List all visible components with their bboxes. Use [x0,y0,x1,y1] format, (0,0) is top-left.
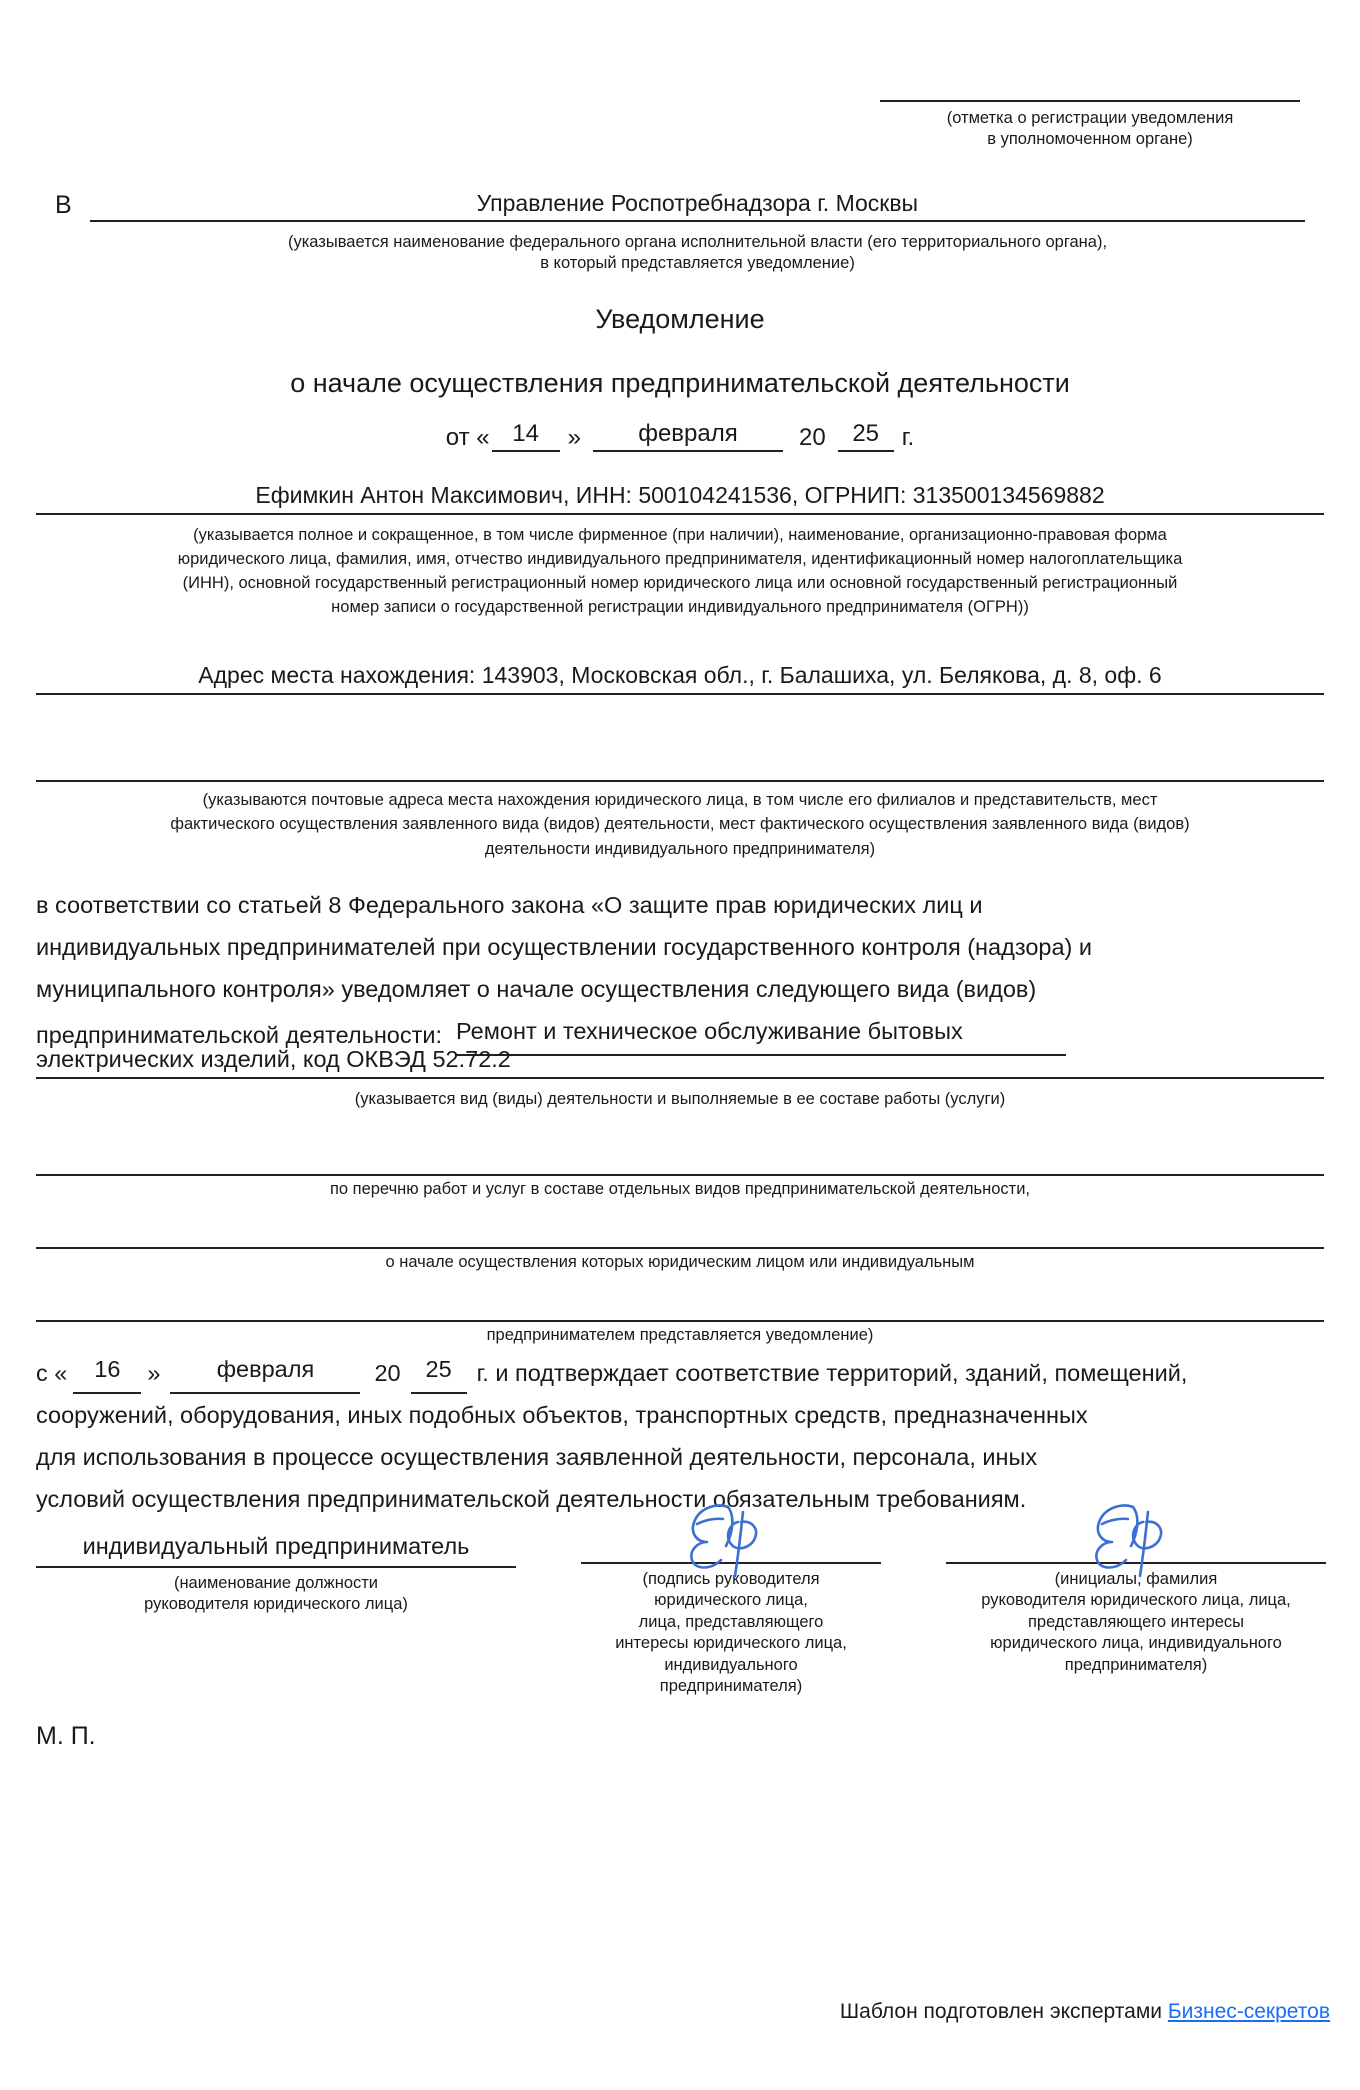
address-field[interactable]: Адрес места нахождения: 143903, Московская обл., г. Балашиха, ул. Белякова, д. 8, оф. 6 [36,662,1324,695]
extra-caption-3: предпринимателем представляется уведомление) [486,1326,874,1344]
start-date-prefix: с « [36,1360,68,1386]
footer-link[interactable]: Бизнес-секретов [1167,2000,1330,2023]
notice-date-year-field[interactable]: 25 [838,420,894,452]
initials-caption-line2: руководителя юридического лица, лица, [981,1591,1291,1610]
position-caption-line1: (наименование должности [173,1574,379,1592]
signature-caption [581,1564,881,1698]
start-date-tail: г. и подтверждает соответствие территорий, зданий, помещений, [476,1360,1188,1386]
address-caption-line1: (указываются почтовые адреса места нахождения юридического лица, в том числе его филиалов и представительств, мест [202,791,1158,809]
law-paragraph [36,884,1331,1056]
recipient-row [55,190,1305,222]
footer [840,2000,1330,2024]
start-date-year-field[interactable]: 25 [411,1348,467,1394]
position-caption-line2: руководителя юридического лица) [144,1595,408,1614]
recipient-authority-field[interactable]: Управление Роспотребнадзора г. Москвы [90,190,1305,222]
applicant-caption [36,524,1324,620]
extra-blank-line-3[interactable] [36,1320,1324,1322]
start-date-day-field[interactable]: 16 [73,1348,141,1394]
initials-column [946,1530,1326,1676]
start-date-quote-close: » [147,1360,161,1386]
recipient-prefix: В [55,191,72,219]
registration-mark-block [880,100,1300,150]
start-date-line4: условий осуществления предпринимательской деятельности обязательным требованиям. [36,1486,1027,1512]
initials-caption-line4: юридического лица, индивидуального [990,1634,1282,1653]
footer-text: Шаблон подготовлен экспертами [839,2000,1168,2023]
address-caption-line3: деятельности индивидуального предпринимателя) [484,839,876,858]
activity-field-part2[interactable]: электрических изделий, код ОКВЭД 52.72.2 [36,1046,1324,1079]
start-date-line3: для использования в процессе осуществления заявленной деятельности, персонала, иных [36,1444,1038,1470]
extra-caption-1: по перечню работ и услуг в составе отдельных видов предпринимательской деятельности, [329,1180,1031,1198]
signature-column [581,1530,881,1698]
activity-field-part1[interactable]: Ремонт и техническое обслуживание бытовых [456,1010,1066,1056]
notice-date-unit: г. [901,424,915,451]
start-date-paragraph [36,1348,1336,1520]
registration-caption-line2: в уполномоченном органе) [987,130,1193,149]
signature-caption-line6: предпринимателя) [659,1677,803,1696]
notice-date-day-field[interactable]: 14 [492,420,560,452]
applicant-caption-line4: номер записи о государственной регистрации индивидуального предпринимателя (ОГРН)) [331,597,1029,616]
law-line2: индивидуальных предпринимателей при осуществлении государственного контроля (надзора) и [36,934,1093,960]
address-caption [36,788,1324,861]
signature-caption-line1: (подпись руководителя [642,1570,820,1588]
address-blank-line[interactable] [36,780,1324,782]
signature-caption-line4: интересы юридического лица, [615,1634,847,1653]
notice-date-prefix: от « [445,424,490,451]
signature-caption-line5: индивидуального [664,1655,798,1674]
initials-field[interactable] [946,1530,1326,1564]
initials-caption-line1: (инициалы, фамилия [1054,1570,1218,1588]
recipient-caption-line1: (указывается наименование федерального органа исполнительной власти (его территориального органа), [287,233,1108,251]
extra-blank-line-2[interactable] [36,1247,1324,1249]
notice-date-quote-close: » [567,424,581,451]
position-field[interactable]: индивидуальный предприниматель [36,1530,516,1568]
law-line3: муниципального контроля» уведомляет о начале осуществления следующего вида (видов) [36,976,1037,1002]
signature-area [36,1530,1326,1698]
recipient-caption [90,232,1305,275]
applicant-caption-line2: юридического лица, фамилия, имя, отчество индивидуального предпринимателя, идентификационный номер налогоплательщика [177,549,1183,568]
extra-blank-line-1[interactable] [36,1174,1324,1176]
initials-caption-line3: представляющего интересы [1028,1612,1244,1631]
activity-caption: (указывается вид (виды) деятельности и выполняемые в ее составе работы (услуги) [354,1090,1006,1108]
signature-field[interactable] [581,1530,881,1564]
document-title: Уведомление [595,304,765,334]
address-caption-line2: фактического осуществления заявленного вида (видов) деятельности, мест фактического осуществления заявленного вида (видов) [170,815,1190,834]
registration-mark-rule [880,100,1300,102]
registration-caption-line1: (отметка о регистрации уведомления [946,109,1234,127]
position-caption [36,1568,516,1616]
applicant-caption-line1: (указывается полное и сокращенное, в том числе фирменное (при наличии), наименование, организационно-правовая форма [193,526,1167,544]
notice-date-row [0,420,1360,452]
extra-caption-2: о начале осуществления которых юридическим лицом или индивидуальным [385,1253,975,1271]
start-date-line2: сооружений, оборудования, иных подобных объектов, транспортных средств, предназначенных [36,1402,1088,1428]
signature-position-column [36,1530,516,1616]
start-date-month-field[interactable]: февраля [170,1348,360,1394]
applicant-caption-line3: (ИНН), основной государственный регистрационный номер юридического лица или основной государственный регистрационный [182,573,1178,592]
applicant-field[interactable]: Ефимкин Антон Максимович, ИНН: 500104241536, ОГРНИП: 313500134569882 [36,482,1324,515]
start-date-year-prefix: 20 [374,1360,401,1386]
signature-caption-line2: юридического лица, [654,1591,808,1610]
stamp-placeholder-label: М. П. [36,1722,96,1750]
start-date-row [36,1348,1336,1394]
initials-caption-line5: предпринимателя) [1064,1655,1208,1674]
recipient-caption-line2: в который представляется уведомление) [540,254,855,273]
activity-label: предпринимательской деятельности: [36,1022,443,1048]
document-subtitle: о начале осуществления предпринимательской деятельности [290,368,1070,398]
notice-date-year-prefix: 20 [798,424,826,451]
initials-caption [946,1564,1326,1676]
signature-caption-line3: лица, представляющего [638,1612,824,1631]
notice-date-month-field[interactable]: февраля [593,420,783,452]
law-line1: в соответствии со статьей 8 Федерального закона «О защите прав юридических лиц и [36,892,983,918]
